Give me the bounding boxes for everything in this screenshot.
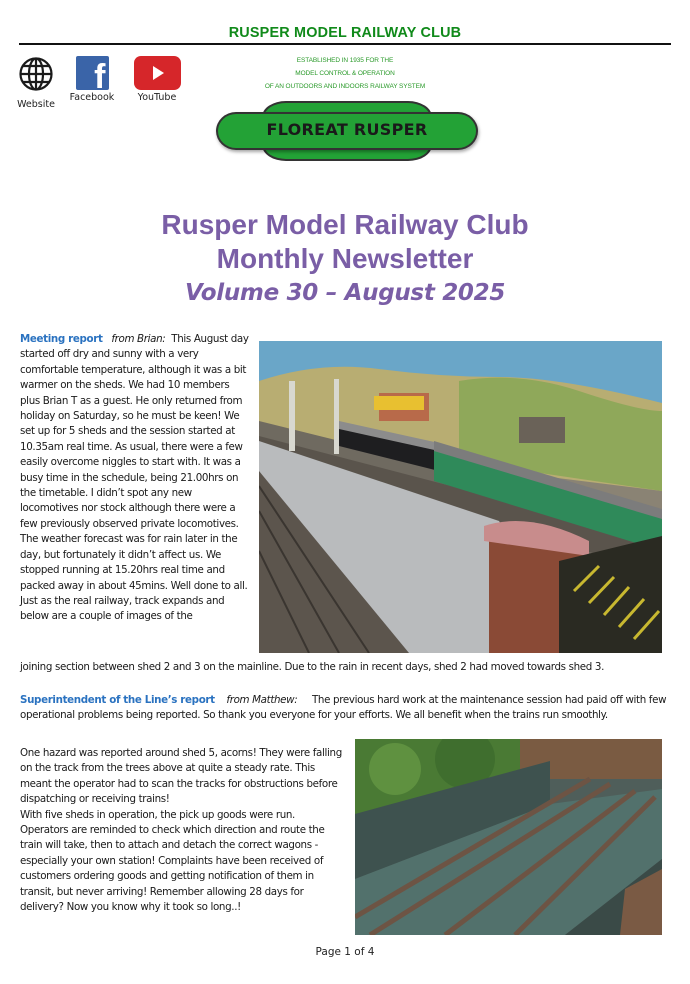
station-layout-photo: [259, 341, 662, 653]
track-section-photo: [355, 739, 662, 935]
floreat-rusper-sign: [216, 101, 478, 161]
website-link[interactable]: [14, 56, 58, 110]
meeting-report-heading: Meeting report: [20, 333, 103, 345]
youtube-label: YouTube: [137, 92, 177, 103]
website-label: Website: [17, 99, 55, 110]
superintendent-report-heading: Superintendent of the Line’s report: [20, 694, 215, 706]
meeting-report-author: from Brian:: [111, 333, 166, 345]
youtube-icon: [134, 56, 181, 90]
goods-paragraph: With five sheds in operation, the pick up goods were run. Operators are reminded to check which direction and route the train will take, then to attach and detach the correct wagons - especially your own station! Complaints have been received of customers ordering goods and getting notification of them in transit, but never arriving! Remember allowing 28 days for delivery? Now you know why it took so long..!: [20, 808, 325, 914]
header-rule: [19, 43, 671, 45]
facebook-link[interactable]: [66, 56, 118, 103]
globe-icon: [18, 56, 54, 97]
hazard-paragraph: One hazard was reported around shed 5, acorns! They were falling on the track from the trees above at quite a steady rate. This meant the operator had to scan the tracks for obstructions before dispatching or receiving trains!: [20, 747, 342, 806]
youtube-link[interactable]: [130, 56, 184, 103]
meeting-report-tail: joining section between shed 2 and 3 on the mainline. Due to the rain in recent days, shed 2 had moved towards shed 3.: [20, 661, 605, 673]
established-line: OF AN OUTDOORS AND INDOORS RAILWAY SYSTEM: [264, 83, 426, 90]
superintendent-report-author: from Matthew:: [226, 694, 298, 706]
superintendent-report: [20, 693, 680, 724]
sign-text: FLOREAT RUSPER: [266, 120, 428, 139]
meeting-report: [20, 332, 252, 625]
page-number: Page 1 of 4: [315, 946, 375, 958]
meeting-report-body: This August day started off dry and sunny with a very comfortable temperature, although it was a bit warmer on the sheds. We had 10 members plus Brian T as a guest. He only returned from holiday on Saturday, so he must be keen! We set up for 5 sheds and the session started at 10.35am real time. As usual, there were a few easily overcome niggles to start with. It was a busy time in the schedule, being 21.00hrs on the timetable. I didn’t spot any new locomotives nor stock although there were a few previously observed private locomotives. The weather forecast was for rain later in the day, but fortunately it didn’t affect us. We stopped running at 15.20hrs real time and packed away in about 45mins. Well done to all. Just as the real railway, track expands and below are a couple of images of the: [20, 333, 249, 623]
newsletter-subtitle: Monthly Newsletter: [216, 243, 474, 274]
superintendent-report-intro: The previous hard work at the maintenance session had paid off with few operational problems being reported. So thank you everyone for your efforts. We all benefit when the trains run smoothly.: [20, 694, 667, 722]
established-line: MODEL CONTROL & OPERATION: [295, 70, 395, 77]
hazard-report: [20, 746, 345, 915]
established-text: [230, 54, 460, 93]
newsletter-title: Rusper Model Railway Club: [161, 209, 529, 240]
facebook-icon: f: [76, 56, 109, 90]
facebook-label: Facebook: [69, 92, 115, 103]
club-name: RUSPER MODEL RAILWAY CLUB: [228, 24, 462, 41]
established-line: ESTABLISHED IN 1935 FOR THE: [296, 57, 394, 64]
newsletter-volume: Volume 30 – August 2025: [184, 280, 506, 306]
